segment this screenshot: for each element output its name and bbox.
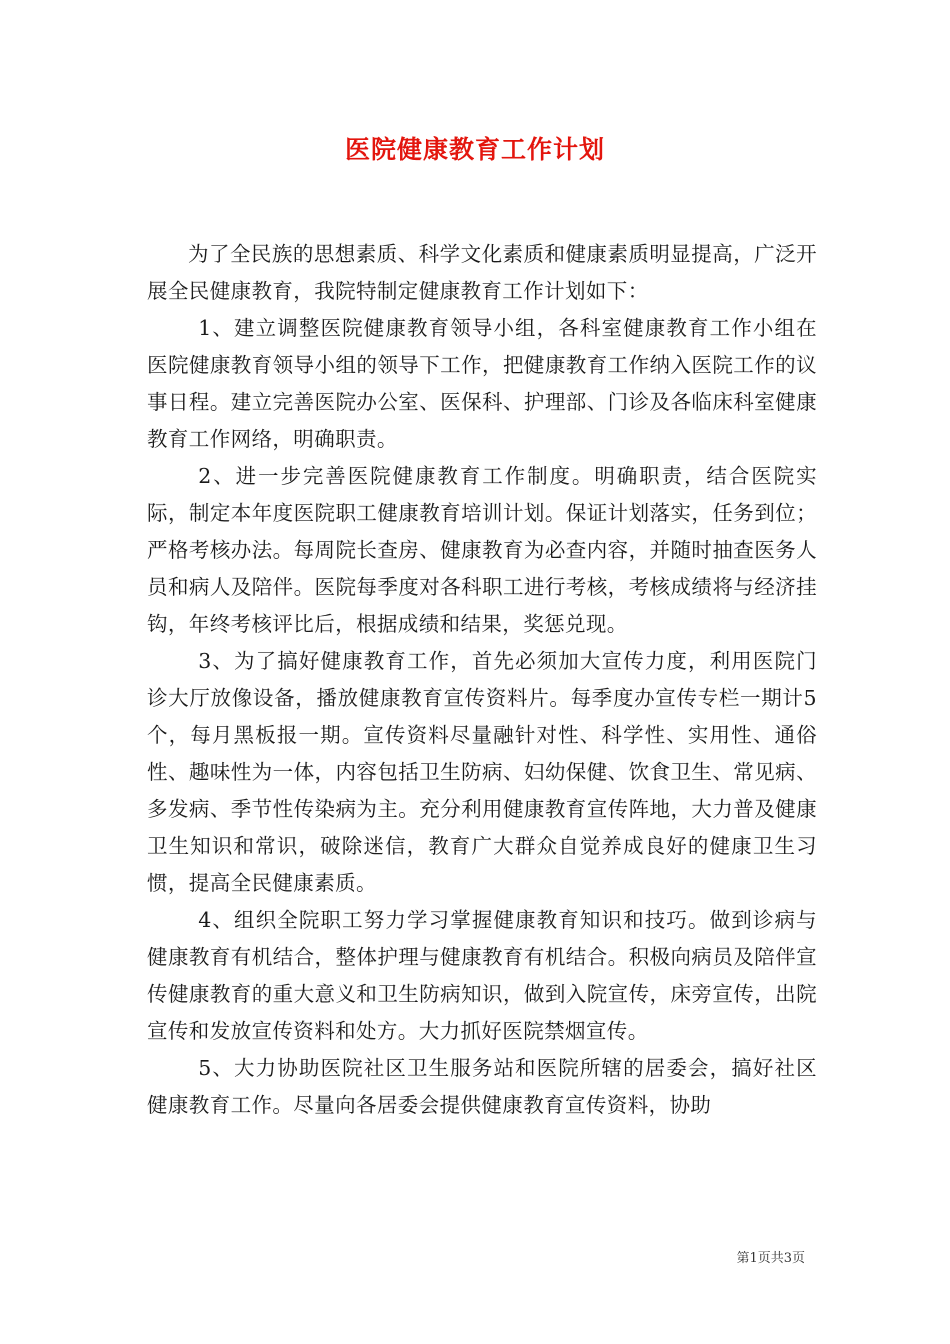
paragraph-item-5: 5、大力协助医院社区卫生服务站和医院所辖的居委会，搞好社区健康教育工作。尽量向各居委会提供健康教育宣传资料，协助 [147,1056,817,1117]
document-body [147,236,817,1124]
paragraph-item-4: 4、组织全院职工努力学习掌握健康教育知识和技巧。做到诊病与健康教育有机结合，整体护理与健康教育有机结合。积极向病员及陪伴宣传健康教育的重大意义和卫生防病知识，做到入院宣传，床旁宣传，出院宣传和发放宣传资料和处方。大力抓好医院禁烟宣传。 [147,908,817,1043]
intro-paragraph: 为了全民族的思想素质、科学文化素质和健康素质明显提高，广泛开展全民健康教育，我院特制定健康教育工作计划如下： [147,242,817,303]
paragraph-item-1: 1、建立调整医院健康教育领导小组，各科室健康教育工作小组在医院健康教育领导小组的领导下工作，把健康教育工作纳入医院工作的议事日程。建立完善医院办公室、医保科、护理部、门诊及各临床科室健康教育工作网络，明确职责。 [147,316,817,451]
paragraph-item-2: 2、进一步完善医院健康教育工作制度。明确职责，结合医院实际，制定本年度医院职工健康教育培训计划。保证计划落实，任务到位；严格考核办法。每周院长查房、健康教育为必查内容，并随时抽查医务人员和病人及陪伴。医院每季度对各科职工进行考核，考核成绩将与经济挂钩，年终考核评比后，根据成绩和结果，奖惩兑现。 [147,464,817,636]
paragraph-item-3: 3、为了搞好健康教育工作，首先必须加大宣传力度，利用医院门诊大厅放像设备，播放健康教育宣传资料片。每季度办宣传专栏一期计5个，每月黑板报一期。宣传资料尽量融针对性、科学性、实用性、通俗性、趣味性为一体，内容包括卫生防病、妇幼保健、饮食卫生、常见病、多发病、季节性传染病为主。充分利用健康教育宣传阵地，大力普及健康卫生知识和常识，破除迷信，教育广大群众自觉养成良好的健康卫生习惯，提高全民健康素质。 [147,649,817,895]
page-number-footer: 第1页共3页 [736,1251,805,1266]
document-title: 医院健康教育工作计划 [344,135,605,164]
